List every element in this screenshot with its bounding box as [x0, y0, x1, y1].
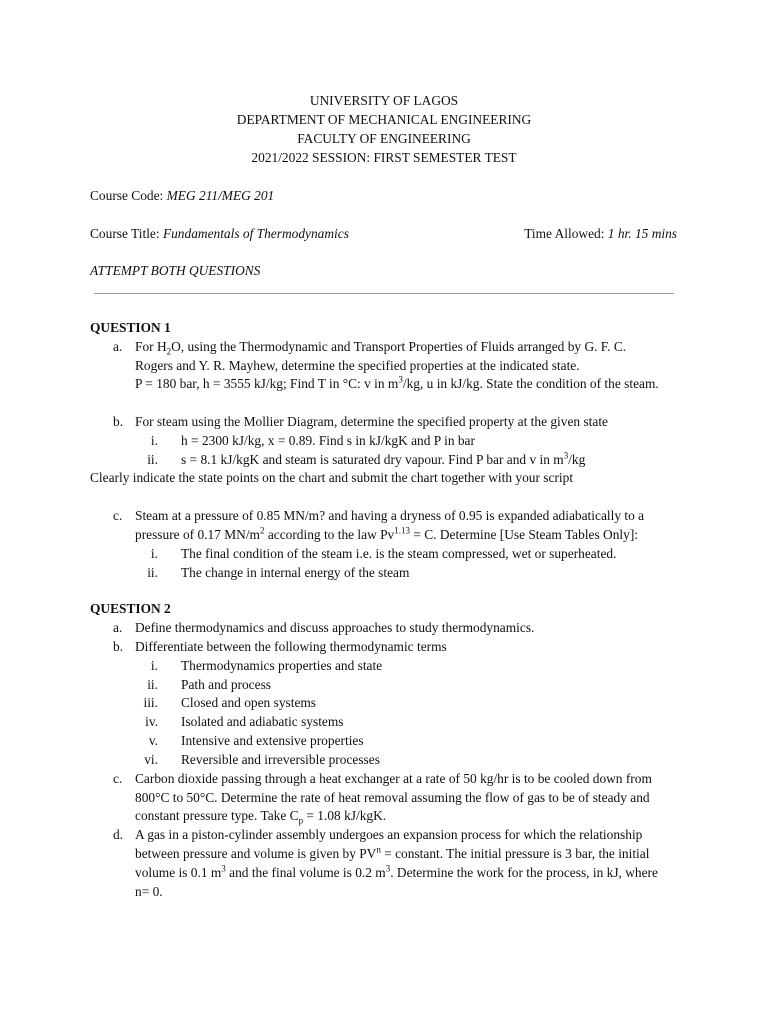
time-allowed-value: 1 hr. 15 mins: [607, 226, 677, 241]
faculty-name: FACULTY OF ENGINEERING: [297, 131, 471, 146]
q2-b-ii: Path and process: [181, 677, 271, 692]
q2-b-ii-marker: ii.: [147, 677, 158, 692]
session-title: 2021/2022 SESSION: FIRST SEMESTER TEST: [251, 150, 517, 165]
q1-a-line3: P = 180 bar, h = 3555 kJ/kg; Find T in °C: v in $m^3/kg$, u in kJ/kg. State the condition of the steam.: [135, 374, 659, 391]
q2-b-v: Intensive and extensive properties: [181, 733, 364, 748]
q2-d-marker: d.: [113, 827, 124, 842]
q1-b-line1: For steam using the Mollier Diagram, determine the specified property at the given state: [135, 414, 608, 429]
q1-c-marker: c.: [113, 508, 123, 523]
q2-d-line3: volume is 0.1 $m^3$ and the final volume is 0.2 $m^3$. Determine the work for the process, in kJ, where: [135, 863, 658, 880]
time-allowed-label: Time Allowed:: [524, 226, 605, 241]
q2-b-marker: b.: [113, 639, 124, 654]
course-title-value: Fundamentals of Thermodynamics: [162, 226, 349, 241]
q2-c-line3: constant pressure type. Take $C_p = 1.08$ kJ/kgK.: [135, 808, 387, 826]
course-code-value: MEG 211/MEG 201: [166, 188, 275, 203]
q2-b: Differentiate between the following thermodynamic terms: [135, 639, 447, 654]
q2-a-marker: a.: [113, 620, 123, 635]
q2-b-v-marker: v.: [148, 733, 158, 748]
q1-c-ii: The change in internal energy of the steam: [181, 565, 410, 580]
course-title-label: Course Title:: [90, 226, 160, 241]
q1-a-line1: For $H_2O$, using the Thermodynamic and Transport Properties of Fluids arranged by G. F. C.: [135, 339, 627, 357]
q2-b-vi-marker: vi.: [144, 752, 158, 767]
q2-d-line4: n= 0.: [135, 884, 163, 899]
course-title-line: [90, 225, 349, 243]
q1-b-i-marker: i.: [150, 433, 158, 448]
q1-b-ii-marker: ii.: [147, 452, 158, 467]
instruction: ATTEMPT BOTH QUESTIONS: [90, 263, 261, 278]
q2-b-iv-marker: iv.: [145, 714, 158, 729]
q2-d-line2: between pressure and volume is given by $PV^n$ = constant. The initial pressure is 3 bar, the initial: [135, 844, 650, 861]
q2-d-line1: A gas in a piston-cylinder assembly undergoes an expansion process for which the relationship: [135, 827, 643, 842]
q1-c-i: The final condition of the steam i.e. is the steam compressed, wet or superheated.: [181, 546, 617, 561]
question-2-heading: QUESTION 2: [90, 601, 171, 616]
divider: [94, 293, 674, 294]
q1-b-marker: b.: [113, 414, 124, 429]
q1-c-i-marker: i.: [150, 546, 158, 561]
q2-b-iii-marker: iii.: [143, 695, 158, 710]
q1-a-marker: a.: [113, 339, 123, 354]
course-code-line: [90, 187, 274, 205]
q1-c-line1: Steam at a pressure of 0.85 MN/m? and having a dryness of 0.95 is expanded adiabatically to a: [135, 508, 645, 523]
q2-c-line2: 800°C to 50°C. Determine the rate of heat removal assuming the flow of gas to be of steady and: [135, 790, 650, 805]
q1-b-note: Clearly indicate the state points on the chart and submit the chart together with your script: [90, 470, 574, 485]
course-code-label: Course Code:: [90, 188, 164, 203]
q2-c-marker: c.: [113, 771, 123, 786]
q2-b-i-marker: i.: [150, 658, 158, 673]
q1-a-line2: Rogers and Y. R. Mayhew, determine the specified properties at the indicated state.: [135, 358, 580, 373]
department-name: DEPARTMENT OF MECHANICAL ENGINEERING: [236, 112, 532, 127]
question-1-heading: QUESTION 1: [90, 320, 171, 335]
q2-b-iii: Closed and open systems: [181, 695, 317, 710]
time-allowed-line: [524, 225, 677, 243]
q2-c-line1: Carbon dioxide passing through a heat exchanger at a rate of 50 kg/hr is to be cooled down from: [135, 771, 652, 786]
q2-b-iv: Isolated and adiabatic systems: [181, 714, 344, 729]
q1-c-line2: pressure of 0.17 $MN/m^2$ according to the law $Pv^{1.13} = C$. Determine [Use Steam Tables Only]:: [135, 525, 639, 542]
q2-b-vi: Reversible and irreversible processes: [181, 752, 380, 767]
university-name: UNIVERSITY OF LAGOS: [309, 93, 459, 108]
q1-c-ii-marker: ii.: [147, 565, 158, 580]
q1-b-i: h = 2300 kJ/kg, x = 0.89. Find s in kJ/kgK and P in bar: [181, 433, 475, 448]
q1-b-ii: s = 8.1 kJ/kgK and steam is saturated dry vapour. Find P bar and v in $m^3/kg$: [181, 450, 586, 467]
q2-a: Define thermodynamics and discuss approaches to study thermodynamics.: [135, 620, 535, 635]
q2-b-i: Thermodynamics properties and state: [181, 658, 383, 673]
